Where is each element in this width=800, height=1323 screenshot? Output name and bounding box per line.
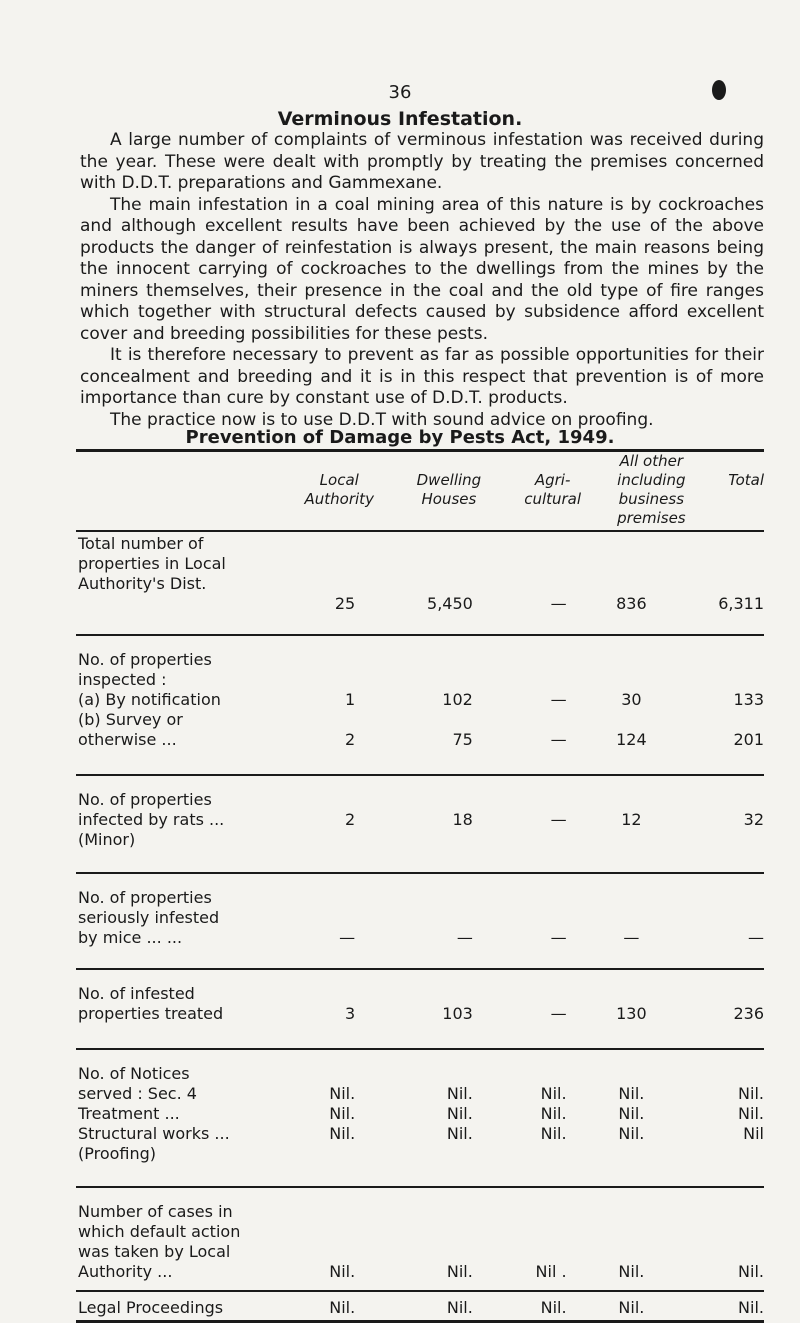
row-label: properties treated xyxy=(78,1004,224,1023)
row-label: infected by rats ... xyxy=(78,810,225,829)
table-section xyxy=(76,1050,764,1186)
table-row xyxy=(76,710,764,730)
row-label: properties in Local xyxy=(78,554,226,573)
row-label: (Minor) xyxy=(78,830,136,849)
table-section xyxy=(76,970,764,1048)
header-total xyxy=(706,452,764,490)
header-local-line: Authority xyxy=(304,490,374,508)
ink-blot xyxy=(712,80,726,100)
table-row xyxy=(76,1144,764,1164)
row-label: (a) By notification xyxy=(78,690,221,709)
table-cell: Nil. xyxy=(738,1262,764,1281)
table-cell: Nil. xyxy=(618,1084,645,1103)
paragraph: It is therefore necessary to prevent as far as possible opportunities for their concealment and breeding and it is in this respect that prevention is of more importance than cure by constant use of D.D.T. products. xyxy=(80,345,764,408)
table-row xyxy=(76,1004,764,1024)
paragraph: The main infestation in a coal mining area of this nature is by cockroaches and although excellent results have been achieved by the use of the above products the danger of reinfestation is always present, the main reasons being the innocent carrying of cockroaches to the dwellings from the mines by the miners themselves, their presence in the coal and the old type of fire ranges which together with structural defects caused by subsidence afford excellent cover and breeding possibilities for these pests. xyxy=(80,194,764,344)
table-row xyxy=(76,1262,764,1282)
table-cell: Nil. xyxy=(446,1298,473,1317)
table-cell: — xyxy=(550,928,567,947)
row-label: Structural works ... xyxy=(78,1124,230,1143)
table-section xyxy=(76,1292,764,1320)
page-number: 36 xyxy=(388,82,412,103)
row-label: inspected : xyxy=(78,670,167,689)
table-cell: 1 xyxy=(344,690,356,709)
table-section xyxy=(76,636,764,774)
row-label: No. of infested xyxy=(78,984,195,1003)
table-row xyxy=(76,1298,764,1318)
row-label: Treatment ... xyxy=(78,1104,180,1123)
table-cell: 5,450 xyxy=(427,594,473,613)
table-cell: 201 xyxy=(733,730,764,749)
row-label: (b) Survey or xyxy=(78,710,183,729)
row-label: Number of cases in xyxy=(78,1202,233,1221)
table-section xyxy=(76,874,764,968)
row-label: Total number of xyxy=(78,534,204,553)
table-cell: Nil. xyxy=(738,1298,764,1317)
header-total-line: Total xyxy=(728,471,765,489)
table-cell: Nil. xyxy=(738,1084,764,1103)
row-label: No. of properties xyxy=(78,650,212,669)
table-cell: 18 xyxy=(452,810,473,829)
header-agri-line: cultural xyxy=(524,490,582,508)
table-row xyxy=(76,1124,764,1144)
table-cell: 25 xyxy=(334,594,356,613)
table-row xyxy=(76,1084,764,1104)
table-cell: 3 xyxy=(344,1004,356,1023)
table-cell: 103 xyxy=(442,1004,473,1023)
table-cell: 32 xyxy=(743,810,764,829)
table-title: Prevention of Damage by Pests Act, 1949. xyxy=(185,427,615,448)
table-cell: Nil. xyxy=(446,1104,473,1123)
row-label: Authority's Dist. xyxy=(78,574,207,593)
paragraph: A large number of complaints of verminous infestation was received during the year. These were dealt with promptly by treating the premises concerned with D.D.T. preparations and Gammexane. xyxy=(80,130,764,193)
table-cell: Nil. xyxy=(329,1124,356,1143)
table-cell: Nil. xyxy=(540,1124,567,1143)
table-cell: Nil xyxy=(743,1124,764,1143)
paragraph: The practice now is to use D.D.T with sound advice on proofing. xyxy=(110,409,654,430)
table-cell: Nil. xyxy=(618,1298,645,1317)
table-cell: 236 xyxy=(733,1004,764,1023)
table-cell: Nil. xyxy=(329,1104,356,1123)
table-cell: — xyxy=(748,928,764,947)
table-cell: Nil . xyxy=(535,1262,567,1281)
row-label: which default action xyxy=(78,1222,241,1241)
table-row xyxy=(76,594,764,614)
header-other-line: premises xyxy=(617,509,686,527)
table-cell: Nil. xyxy=(738,1104,764,1123)
table-cell: 30 xyxy=(621,690,642,709)
table-cell: — xyxy=(550,730,567,749)
row-label: Legal Proceedings xyxy=(78,1298,224,1317)
table-cell: 124 xyxy=(616,730,647,749)
table-cell: Nil. xyxy=(446,1124,473,1143)
table-cell: — xyxy=(550,810,567,829)
table-row xyxy=(76,730,764,750)
row-label: served : Sec. 4 xyxy=(78,1084,197,1103)
row-label: No. of properties xyxy=(78,888,212,907)
table-cell: Nil. xyxy=(618,1104,645,1123)
header-agri xyxy=(509,471,597,528)
table-section xyxy=(76,532,764,634)
table-row xyxy=(76,690,764,710)
table-cell: Nil. xyxy=(329,1298,356,1317)
table-cell: 133 xyxy=(733,690,764,709)
header-other xyxy=(597,452,707,528)
table-cell: — xyxy=(550,1004,567,1023)
row-label: seriously infested xyxy=(78,908,220,927)
table-cell: Nil. xyxy=(329,1262,356,1281)
header-local xyxy=(289,471,389,528)
table-cell: 2 xyxy=(344,810,356,829)
table-cell: Nil. xyxy=(618,1262,645,1281)
table-cell: Nil. xyxy=(618,1124,645,1143)
table-body xyxy=(76,530,764,1323)
table-row xyxy=(76,1104,764,1124)
row-label: No. of Notices xyxy=(78,1064,190,1083)
table-cell: Nil. xyxy=(540,1104,567,1123)
table-row xyxy=(76,810,764,830)
header-dwelling-line: Houses xyxy=(421,490,477,508)
table-cell: 2 xyxy=(344,730,356,749)
pests-act-table xyxy=(76,449,764,1323)
header-other-line: including xyxy=(617,471,686,489)
table-cell: 836 xyxy=(616,594,647,613)
row-label: (Proofing) xyxy=(78,1144,157,1163)
table-cell: — xyxy=(550,690,567,709)
table-cell: Nil. xyxy=(540,1298,567,1317)
table-cell: — xyxy=(339,928,356,947)
table-cell: 12 xyxy=(621,810,642,829)
header-other-line: All other xyxy=(619,452,683,470)
table-cell: Nil. xyxy=(540,1084,567,1103)
header-dwelling xyxy=(389,471,509,528)
table-section xyxy=(76,1188,764,1290)
table-cell: Nil. xyxy=(446,1262,473,1281)
row-label: No. of properties xyxy=(78,790,212,809)
section-title: Verminous Infestation. xyxy=(277,108,523,130)
header-local-line: Local xyxy=(319,471,359,489)
header-dwelling-line: Dwelling xyxy=(416,471,482,489)
table-row xyxy=(76,928,764,948)
table-row xyxy=(76,830,764,850)
row-label: was taken by Local xyxy=(78,1242,231,1261)
table-header-row xyxy=(76,452,764,530)
table-section xyxy=(76,776,764,872)
table-cell: — xyxy=(550,594,567,613)
header-agri-line: Agri- xyxy=(534,471,571,489)
table-cell: 102 xyxy=(442,690,473,709)
table-cell: — xyxy=(456,928,473,947)
header-other-line: business xyxy=(618,490,685,508)
row-label: otherwise ... xyxy=(78,730,177,749)
table-cell: 130 xyxy=(616,1004,647,1023)
table-cell: 75 xyxy=(452,730,473,749)
table-cell: Nil. xyxy=(446,1084,473,1103)
table-cell: 6,311 xyxy=(718,594,764,613)
body-text xyxy=(80,130,764,431)
row-label: Authority ... xyxy=(78,1262,173,1281)
table-cell: — xyxy=(623,928,640,947)
row-label: by mice ... ... xyxy=(78,928,183,947)
table-cell: Nil. xyxy=(329,1084,356,1103)
